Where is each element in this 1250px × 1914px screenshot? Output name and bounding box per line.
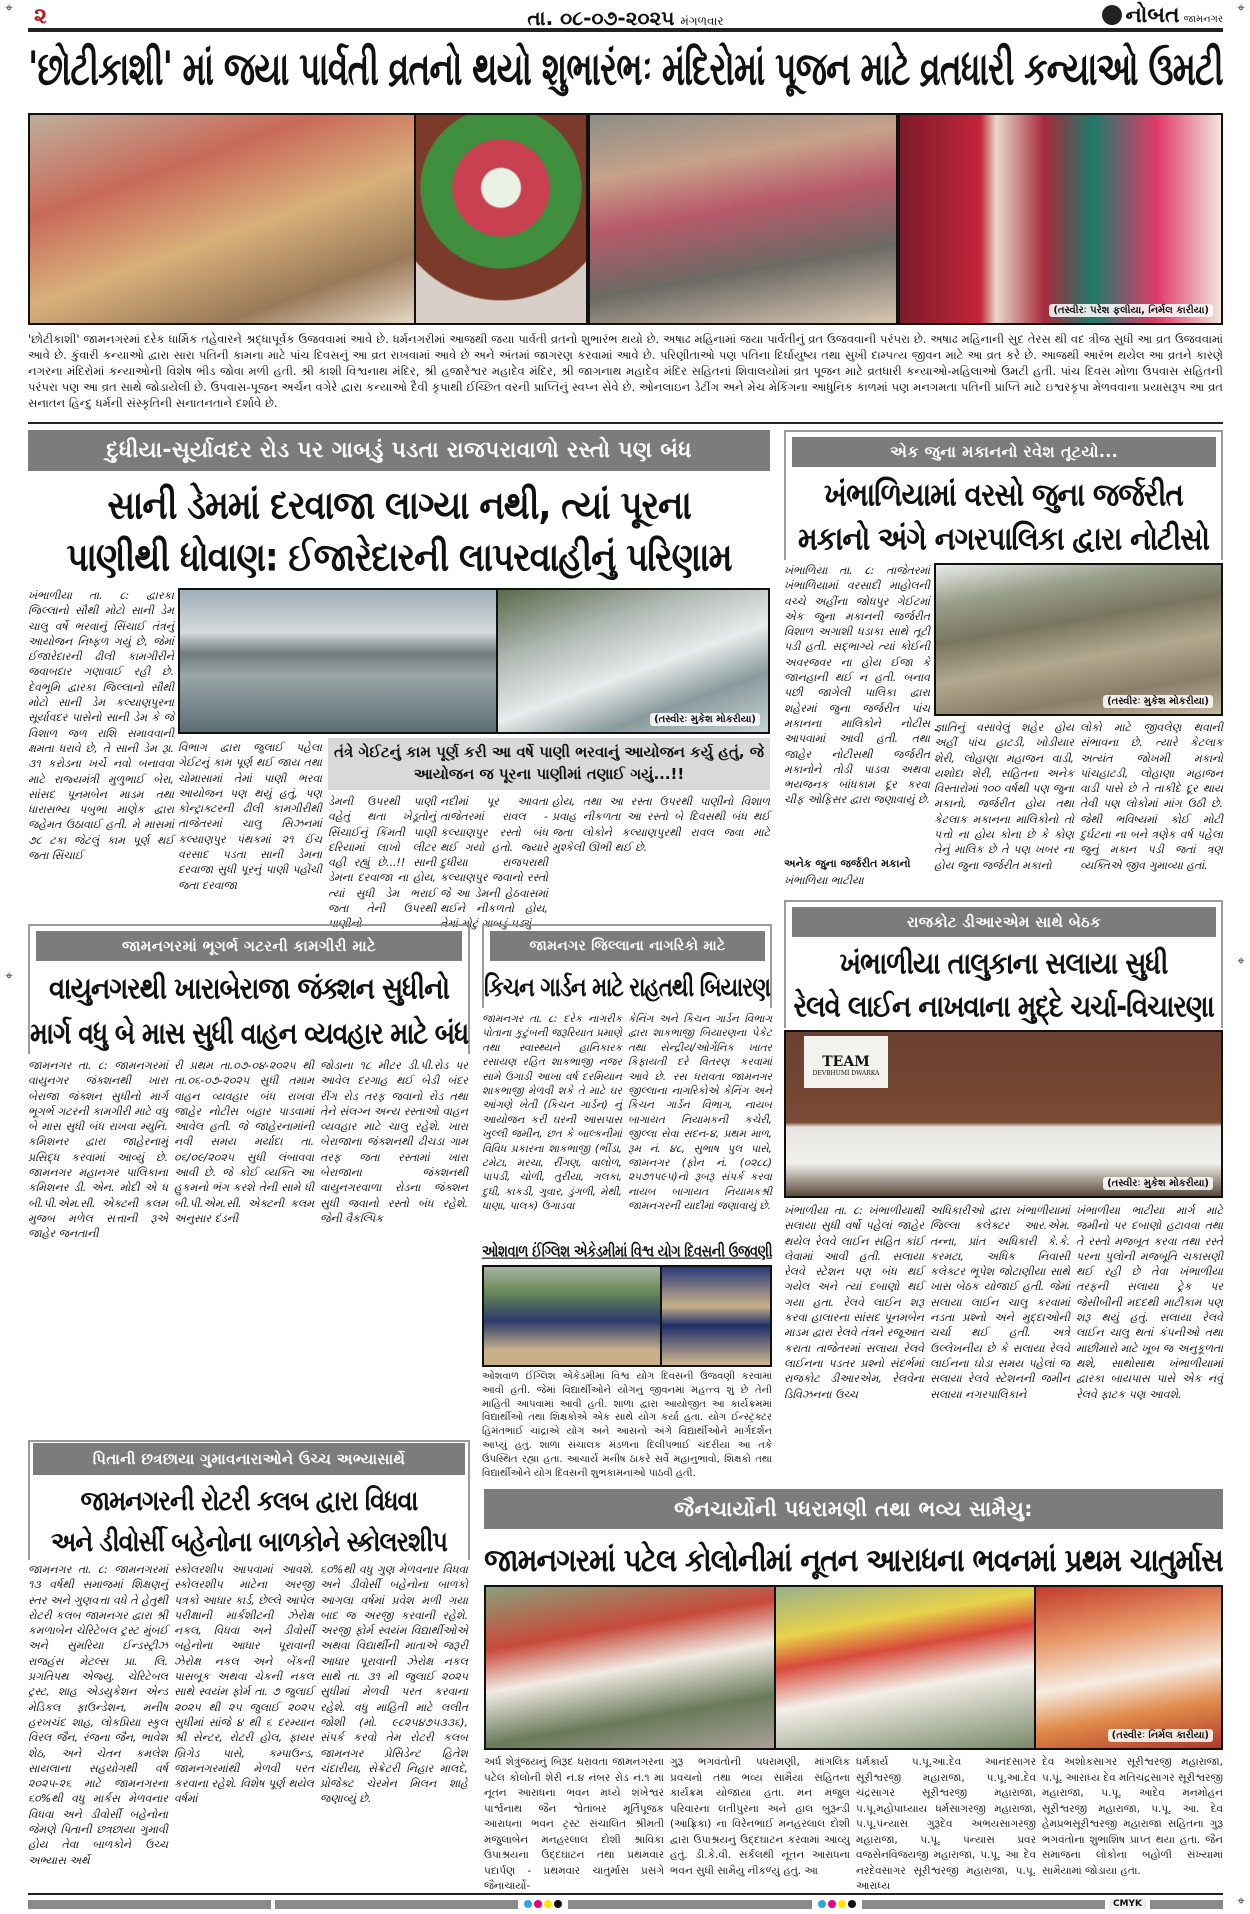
jain-photo-2	[774, 1585, 1036, 1750]
jain-photo-1	[484, 1585, 776, 1750]
dam-col1: ખંભાળીયા તા. ૮: દ્વારકા જિલ્લાનો સૌથી મોટો સાની ડેમ ચાલુ વર્ષે ભરવાનું સિંચાઈ તંત્રનું આયોજન નિષ્ફળ ગયું છે, જેમાં ઈજારેદારની ઢીલી કામગીરીને જવાબદાર ગણાવાઈ રહી છે. દેવભૂમિ દ્વારકા જિલ્લાનો સૌથી મોટો સાની ડેમ કલ્યાણપુરના સૂર્યાવદર પાસેનો સાની ડેમ કે જે વિશાળ જળ રાશિ સમાવવાની ક્ષમતા ધરાવે છે, તે સાની ડેમ રૂા. ૩૧ કરોડના ખર્ચે નવો બનાવવા માટે રાજ્યમંત્રી મુળુભાઈ બેરા, સાંસદ પૂનમબેન માડમ તથા ધારાસભ્ય પબુભા માણેક દ્વારા જહેમત ઉઠાવાઈ હતી. મે માસમાં ૭૮ ટકા જેટલું કામ પૂર્ણ થઈ જતા સિંચાઈ	[28, 589, 174, 863]
drainage-col1: જામનગર તા. ૮: જામનગરમાં વાયુનગર જંક્શનથી ખારા બેરાજા જંક્શન સુધીનો માર્ગ ભૂગર્ભ ગટરની કામગીરી માટે વધુ બે માસ સુધી બંધ રાખવા મ્યુનિ. કમિશનર દ્વારા જાહેરનામું પ્રસિદ્ધ કરવામાં આવ્યું છે. જામનગર મહાનગર પાલિકાના કમિશનર ડી. એન. મોદી એ ધ બી.પી.એમ.સી. એક્ટની કલમ મુજબ મળેલ સત્તાની રૂએ જાહેર જનતાની	[28, 1059, 168, 1241]
railway-col3: ખંભાળીયા ભાટીયા માર્ગ માટે જમીનો પર દબાણો હટાવવા તથા તે રસ્તો મજબૂત કરવા તથા રસ્તે પરના પુલોની મજબૂતિ ચકાસણી થઈ રહી છે તેવા ખંભાળીયા તરફની સલાયા ટ્રેક પર જેસીબીની મદદથી માટીકામ પણ શરૂ થયું હતું. સલાયા રેલવે લાઈન ચાલુ થતાં કંપનીઓ તથા માછીમારો માટે ખૂબ જ અનુકૂળતા થશે, સાથોસાથ ખંભાળીયામાં દ્વારકા બાયપાસ પાસે એક નવું રેલવે ફાટક પણ આવશે.	[1076, 1204, 1223, 1401]
khambhaliya-col2: જ્ઞાતિનું વસાવેલું શહેર હોય અહીં પાંચ હાટડી, ખોડીયાર શેરી, લોહાણા મહાજન વાડી, યશોદા શેરી, સહિતના અનેક વિસ્તારોમાં ૧૦૦ વર્ષથી પણ જુના મકાનો, જર્જરીત હોય તથા કેટલાક મકાનના માલિકોનો તો પત્તો ના હોય કોના છે કે કોણ તેનું માલિક છે તે પણ ખબર ના હોય જુના જર્જરીત મકાનો	[934, 721, 1074, 872]
railway-headline-line2: રેલવે લાઈન નાખવાના મુદ્દે ચર્ચા-વિચારણા	[793, 989, 1214, 1025]
dam-col4: નદીમાં પૂર આવતા તાજેતરમાં રાવલ - કલ્યાણપુર રસ્તો બંધ થઈ ગયો હતો. જ્યારે દુધીયા રાજપરાથી કલ્યાણપુર જવાનો રસ્તો જે આ ડેમની હેઠવાસમાં થઈને નીકળતો હોય, તેમાં મોટું ગાબડું પડ્યું	[440, 795, 548, 931]
dam-col5: હોય, તથા આ રસ્તા ઉપરથી પાણીનો વિશાળ પ્રવાહ નીકળતા આ રસ્તો બે દિવસથી બંધ થઈ જતા લોકોને કલ્યાણપુરથી રાવલ જવા માટે મુશ્કેલી ઊભી થઈ છે.	[552, 795, 770, 854]
registration-mark-icon: ⌖	[5, 969, 13, 984]
dam-subhead: તંત્રે ગેઈટનું કામ પૂર્ણ કરી આ વર્ષે પાણી ભરવાનું આયોજન કર્યુ હતું, જે આયોજન જ પૂરના પાણીમાં તણાઈ ગયું...!!	[328, 738, 770, 790]
seeds-kicker: જામનગર જિલ્લાના નાગરિકો માટે	[490, 931, 765, 961]
registration-mark-icon: ⌖	[1237, 1, 1245, 16]
khambhaliya-col1-tail: ખંભાળિયા ભાટીયા	[784, 874, 864, 887]
jain-headline: જામનગરમાં પટેલ કોલોનીમાં નૂતન આરાધના ભવનમાં પ્રથમ ચાતુર્માસ	[484, 1541, 1223, 1580]
railway-col2: અધિકારીઓ દ્વારા ખંભાળીયામાં જિલ્લા કલેક્ટર આર.એમ. તન્ના, પ્રાંત અધિકારી કે.કે. કરમટા, અધિક નિવાસી કલેક્ટર ભૂપેશ જોટાણીયા સાથે ખાસ બેઠક યોજાઈ હતી. જેમાં સલાયા લાઈન ચાલુ કરવામાં નડતા પ્રશ્નો અને મુદ્દાઓની ચર્ચા થઈ હતી. અત્રે ઉલ્લેખનીય છે કે સલાયા રેલવે લાઈનના ઘોડા સમય પહેલાં જ સલાયા રેલવે સ્ટેશનની જમીન સલાયા નગરપાલિકાને	[930, 1204, 1070, 1401]
khambhaliya-kicker: એક જુના મકાનનો રવેશ તૂટયો...	[792, 437, 1216, 467]
photo-credit: (તસ્વીરઃ મુકેશ મોકરીયા)	[1103, 695, 1213, 708]
drainage-headline-line1: વાયુનગરથી ખારાબેરાજા જંક્શન સુધીનો	[49, 972, 449, 1007]
bar-segment	[28, 1900, 271, 1909]
bar-segment	[1150, 1900, 1223, 1909]
dam-col2: વિભાગ દ્વારા જુલાઈ પહેલા ગેઈટનું કામ પૂર્ણ થઈ જાય તથા ચોમાસામાં તેમાં પાણી ભરવા આયોજન પણ થયું હતું, પણ કોન્ટ્રાક્ટરની ઢીલી કામગીરીથી તાજેતરમાં ચાલુ સિઝનમાં કલ્યાણપુર પંથકમાં ૨૧ ઈંચ વરસાદ પડતા સાની ડેમના દરવાજા સુધી પૂરનું પાણી પહોંચી જતા દરવાજા	[178, 741, 322, 892]
issue-date	[28, 6, 1223, 30]
color-swatch	[816, 1900, 858, 1908]
khambhaliya-photo	[934, 563, 1223, 716]
logo-city: જામનગર	[1183, 14, 1223, 25]
newspaper-logo	[1102, 2, 1224, 28]
team-sign-title: TEAM	[822, 1054, 870, 1070]
yoga-headline: ઓશવાળ ઈંગ્લિશ એકેડમીમાં વિશ્વ યોગ દિવસની ઉજવણી	[482, 1242, 773, 1261]
rotary-col3: ૬૦%થી વધુ ગુણ મેળવનાર વિધવા અને ડીવોર્સી બહેનોના બાળકો આગલા વર્ષમાં પ્રવેશ મળી ગયા બાદ જ અરજી કરવાની રહેશે. અરજી ફોર્મ સ્વયંમ વિદ્યાર્થીઓએ અથવા વિદ્યાર્થીની માતાએ જરૂરી આધાર પૂરાવાની ઝેરોક્ષ નકલ સાથે તા. ૩૧ મી જુલાઈ ૨૦૨૫ સુધીમાં મેળવી પરત કરવાના રહેશે. વધુ માહિતી માટે લલીત જોશી (મો. ૯૮૨૫૪૭૫૩૩૬), સંપર્ક કરવો તેમ રોટરી કલબ જામનગર પ્રેસિડેન્ટ હિતેશ ચંદારીયા, સેક્રેટરી નિહાર માલદે, પ્રોજેક્ટ ચેરમેન મિલન શાહે જણાવ્યું છે.	[320, 1563, 468, 1806]
drainage-col3: જોડાના ૧૮ મીટર ડી.પી.રોડ પર આવેલ દરગાહ થઈ બેડી બંદર રીંગ રોડ તરફ જવાનો રોડ તથા તેને સંલગ્ન અન્ય રસ્તાઓ વાહન વ્યવહાર માટે ચાલુ રહેશે. ખારા બેરાજાના જંક્શનથી ઢીચડા ગામ તરફ જતા રસ્તામાં ખારા બેરાજાના જંક્શનથી વાયુનગરવાળા રોડના જંક્શન સુધી જવાનો રસ્તો બંધ રહેશે. જેની વૈકલ્પિક	[320, 1059, 468, 1225]
yoga-photo-1	[482, 1265, 662, 1367]
logo-text: નોબત	[1125, 3, 1180, 28]
dam-col3: ડેમની ઉપરથી પાણી વહેતું થતા ખેડૂતોનું સિંચાઈનું કિંમતી પાણી દરિયામાં લાખો લીટર વહી રહ્યું છે...!! સાની ડેમના દરવાજા ના હોય, ત્યાં સુધી ડેમ ભરાઈ જતા તેની ઉપરથી પાણીનો	[328, 795, 436, 931]
seeds-headline: કિચન ગાર્ડન માટે રાહતથી બિયારણ	[484, 973, 770, 1004]
rotary-headline-line2: અને ડીવોર્સી બહેનોના બાળકોને સ્કોલરશીપ	[51, 1525, 447, 1559]
team-sign	[804, 1036, 888, 1088]
dam-headline-line1: સાની ડેમમાં દરવાજા લાગ્યા નથી, ત્યાં પૂરના	[107, 482, 691, 529]
photo-credit: (તસ્વીરઃ મુકેશ મોકરીયા)	[650, 713, 760, 726]
drainage-headline	[30, 964, 468, 1054]
jain-col2: ગુરૂ ભગવંતોની પધરામણી, માંગલિક પ્રવચનો તથા ભવ્ય સામૈયા સહિતના કાર્યક્રમ યોજાયા હતા. મન મંજુલ પરિવારના લતીપુરના અને હાલ બુરૂન્ડી (આફ્રિકા) ના વિરેનભાઈ મનહરલાલ દોશી દ્વારા ઉપાશ્રયનું ઉદ્દઘાટન કરવામાં આવ્યુ હતું. ડી.કે.વી. સર્કલથી નૂતન આરાધના ભવન સુધી સામૈયુ નીકળ્યું હતું. આ	[670, 1756, 850, 1877]
drainage-headline-line2: માર્ગ વધુ બે માસ સુધી વાહન વ્યવહાર માટે બંધ	[30, 1017, 469, 1052]
team-sign-subtitle: DEVBHUMI DWARKA	[812, 1070, 880, 1077]
print-color-bar	[28, 1899, 1223, 1909]
jain-col1: અર્ધ શેત્રુંજયનું બિરૂદ ધરાવતા જામનગરના પટેલ કોલોની શેરી નં.૪ નંબર રોડ નં.૧ માં નૂતન આરાધના ભવન મધ્યે શંખેશ્વર પાર્શ્વનાથ જૈન શ્વેતાંબર મૂર્તિપૂજક આરાધના ભવન ટ્રસ્ટ સંચાલિત શ્રીમતી મંજુલાબેન મનહરલાલ દોશી શ્રાવિકા ઉપાશ્રયના ઉદ્દઘાટન તથા પ્રથમવાર પદાર્પણ - પ્રથમવાર ચાતુર્માસ પ્રસંગે જૈનાચાર્યો-	[484, 1756, 664, 1892]
lead-photo-2	[414, 113, 588, 325]
dam-kicker: દુધીયા-સૂર્યાવદર રોડ પર ગાબડું પડતા રાજપરાવાળો રસ્તો પણ બંધ	[28, 430, 770, 471]
weekday: મંગળવાર	[680, 14, 724, 28]
khambhaliya-headline	[786, 470, 1221, 558]
railway-headline-line1: ખંભાળીયા તાલુકાના સલાયા સુધી	[839, 946, 1168, 982]
railway-photo	[784, 1030, 1223, 1198]
lead-photo-1	[28, 113, 416, 325]
jain-col4: દેવ અશોકસાગર સૂરીશ્વરજી મહારાજા, પ.પૂ. આરાધ્ય દેવ મતિચંદ્રસાગર સૂરીશ્વરજી મહારાજા, પ.પૂ. આદેવ મનમોહન સૂરીશ્વરજી મહારાજા, પ.પૂ. આ. દેવ હેમપ્રભસૂરીશ્વરજી મહારાજા સહિતના ગુરૂ ભગવંતોના શુભાશિષ પ્રાપ્ત થયા હતા. જૈન સમાજના લોકોના બહોળી સંખ્યામાં સામૈયામાં જોડાયા હતા.	[1042, 1756, 1223, 1877]
masthead	[28, 0, 1223, 32]
dam-photo-1	[178, 588, 498, 734]
divider	[28, 422, 1223, 424]
khambhaliya-col1: ખંભાળિયા તા. ૮: તાજેતરમાં ખંભાળિયામાં વરસાદી માહોલની વચ્ચે અહીંના જોધપુર ગેઈટમાં એક જુના મકાનની જર્જરીત વિશાળ અગાશી ધડાકા સાથે તૂટી પડી હતી. સદ્ભાગ્યે ત્યાં કોઈની અવરજવર ના હોય ઈજા કે જાનહાની થઈ ન હતી. બનાવ પછી જાગેલી પાલિકા દ્વારા શહેરમાં જુના જર્જરીત પાંચ મકાનના માલિકોને નોટીસ આપવામાં આવી હતી. તથા જાહેર નોટીસથી જર્જરીત મકાનોને તોડી પાડવા અથવા ભયજનક બાંધકામ દૂર કરવા ચીફ ઓફિસર દ્વારા જણાવાયું છે.	[784, 564, 930, 807]
divider	[28, 1893, 1223, 1895]
railway-headline	[786, 940, 1221, 1026]
rotary-col2: સ્કોલરશીપ આપવામાં આવશે. સ્કોલરશીપ માટેના અરજી પત્રકો આધાર કાર્ડ, છેલ્લે આપેલ પરીક્ષાની માર્કશીટની ઝેરોક્ષ નકલ, વિધવા અને ડીવોર્સી બહેનોના આધાર પૂરાવાની ઝેરોક્ષ નકલ અને બેંકની પાસબૂક અથવા ચેકની નકલ સાથે સ્વયંમ ફોર્મ તા. ૭ જુલાઈ ૨૦૨૫ થી ૨૫ જુલાઈ ૨૦૨૫ સુધીમાં સાંજે ૪ થી ૬ દરમ્યાન શ્રી સેન્ટર, રોટરી હોલ, ફાયર બ્રિગેડ પાસે, કમ્પાઉન્ડ, જામનગરમાંથી મેળવી પરત કરવાના રહેશે. વિશેષ પૂર્ણ થયેલ વર્ષમાં	[174, 1563, 314, 1806]
yoga-body: ઓશવાળ ઈંગ્લિશ એકેડમીમાં વિશ્વ યોગ દિવસની ઉજવણી કરવામાં આવી હતી. જેમાં વિદ્યાર્થીઓને યોગનું જીવનમાં મહત્ત્વ શું છે તેની માહિતી આપવામાં આવી હતી. શાળા દ્વારા આયોજીત આ કાર્યક્રમમાં વિદ્યાર્થીઓ તથા શિક્ષકોએ એક સાથે યોગ કર્યા હતા. યોગ ઈન્સ્ટ્રક્ટર હિમંતભાઈ ચાંદ્રાએ યોગ અને આસનો અંગે વિદ્યાર્થીઓને માર્ગદર્શન આપ્યું હતું. શાળા સંચાલક મંડળના દિલીપભાઈ ચંદરીયા આ તકે ઉપસ્થિત રહ્યા હતા. આચાર્ય મનીષ ઠાકરે સર્વે મહાનુભાવો, શિક્ષકો તથા વિદ્યાર્થીઓને યોગ દિવસની શુભકામનાઓ પાઠવી હતી.	[482, 1371, 772, 1479]
drainage-kicker: જામનગરમાં ભૂગર્ભ ગટરની કામગીરી માટે	[36, 931, 462, 961]
seeds-col2: કેનિંગ અને કિચન ગાર્ડન વિભાગ દ્વારા શાકભાજી બિયારણના પેકેટ તથા સેન્દ્રીય/ઓર્ગેનિક ખાતર કિફાયતી દરે વિતરણ કરવામાં આવે છે. રસ ધરાવતા જામનગર જીલ્લાના નાગરિકોએ કેનિંગ અને કિચન ગાર્ડન વિભાગ, નાયબ બાગાયત નિયામકની કચેરી, જીલ્લા સેવા સદન-૪, પ્રથમ માળ, રૂમ નં. ૪૮, સુભાષ પુલ પાસે, જામનગર (ફોન નં. (૦૨૮૮) ૨૫૭૧૫૯૫)નો રૂબરૂ સંપર્ક કરવા નાયબ બાગાયત નિયામકશ્રી જામનગરની યાદીમાં જણાવાયું છે.	[628, 1013, 772, 1213]
drum-logo-icon	[1102, 5, 1122, 25]
yoga-headline-wrap	[482, 1238, 772, 1262]
khambhaliya-col3: લોકો માટે જીવલેણ થવાની સંભાવના છે. ત્યારે કેટલાક અત્યંત જોખમી મકાનો પાંચહાટડી, લોહાણા મહાજન વાડી પાસે છે તે તાકીદે દૂર થાય તેવી પણ લોકોમાં માંગ ઉઠી છે. જેથી ભવિષ્યમાં કોઈ મોટી દુર્ઘટના ના બને ત્રણેક વર્ષ પહેલા જુનું મકાન પડી જતાં ત્રણ વ્યક્તિએ જીવ ગુમાવ્યા હતાં.	[1080, 721, 1223, 872]
lead-photo-4	[898, 113, 1223, 325]
khambhaliya-headline-line2: મકાનો અંગે નગરપાલિકા દ્વારા નોટીસો	[798, 519, 1209, 558]
registration-mark-icon: ⌖	[5, 1, 13, 16]
page-number: ૨	[34, 4, 47, 29]
jain-headline-wrap	[484, 1532, 1223, 1582]
lead-headline-wrap	[28, 42, 1223, 108]
seeds-col1: જામનગર તા. ૮: દરેક નાગરીક પોતાના કુટુંબની જરૂરિયાત પ્રમાણે તથા સ્વાસ્થ્યને હાનિકારક રસાયણ રહિત શાકભાજી નજર સામે ઉગાડી આખા વર્ષ દરમિયાન શાકભાજી મેળવી શકે તે માટે ઘર આંગણે ખેતી (કિચન ગાર્ડન) નું આયોજન કરી ઘરની આસપાસ ખુલ્લી જમીન, છત કે બાલ્કનીમાં વિવિધ પ્રકારના શાકભાજી (ભીંડા, ટમેટા, મરચા, રીંગણ, વાલોળ, પાપડી, ચોળી, તુરીયા, ગલકા, દુધી, કાકડી, ગુવાર, ડુંગળી, મેથી, ધાણા, પાલક) ઉગાડવા	[482, 1013, 622, 1213]
railway-col1: ખંભાળીયા તા. ૮: ખંભાળીયાથી સલાયા સુધી વર્ષો પહેલાં જાહેર થયેલ રેલવે લાઈન સહિત કાંઈ લેવામાં આવી હતી. સલાયા રેલવે સ્ટેશન પણ બંધ થઈ ગયેલ અને ત્યાં દબાણો થઈ ગયા હતા. રેલવે લાઈન શરૂ કરવા હાલારના સાંસદ પૂનમબેન માડમ દ્વારા રેલવે તંત્રને રજૂઆત કરાતા તાજેતરમાં સલાયા રેલવે લાઈનના પડતર પ્રશ્નો સંદર્ભમાં રાજકોટ ડીઆરએમ, રેલવેના ડિવિઝનના ઉચ્ચ	[784, 1204, 924, 1401]
lead-photo-3	[588, 113, 898, 325]
jain-col3: ધર્મકાર્ય પ.પૂ.આ.દેવ આનંદસાગર સૂરીશ્વરજી મહારાજા, પ.પૂ.આ.દેવ ચંદ્રસાગર સૂરીશ્વરજી મહારાજા, પ.પૂ.મહોપાધ્યાય ધર્મસાગરજી મહારાજા, પ.પૂ.પંન્યાસ ગુરૂદેવ અભયસાગરજી મહારાજા, પ.પૂ. પંન્યાસ પ્રવર વજસેનવિજયજી મહારાજા, પ.પૂ. આ દેવ નરદેવસાગર સૂરીશ્વરજી મહારાજા, પ.પૂ. આરાધ્ય	[856, 1756, 1036, 1892]
lead-body: 'છોટીકાશી' જામનગરમાં દરેક ધાર્મિક તહેવારને શ્રદ્ધાપૂર્વક ઉજવવામાં આવે છે. ધર્મનગરીમાં આજથી જયા પાર્વતી વ્રતનો શુભારંભ થયો છે. અષાઢ મહિનામાં જયા પાર્વતીનું વ્રત ઉજવવાની પરંપરા છે. અષાઢ મહિનાની સુદ તેરસ થી વદ ત્રીજ સુધી આ વ્રત ઉજવવામાં આવે છે. કુંવારી કન્યાઓ દ્વારા સારા પતિની કામના માટે પાંચ દિવસનું આ વ્રત રાખવામાં આવે છે અને અંતમાં જાગરણ કરવામાં આવે છે. પરિણીતાઓ પણ પતિના દિર્ઘાયુષ્ય તથા સુખી દામ્પત્ય જીવન માટે આ વ્રત કરે છે. આજથી આરંભ થયેલ આ વ્રતને કારણે નગરના મંદિરોમાં કન્યાઓની વિશેષ ભીડ જોવા મળી હતી. શ્રી કાશી વિશ્વનાથ મંદિર, શ્રી હજારેશ્વર મહાદેવ મંદિર, શ્રી જાગનાથ મહાદેવ મંદિર સહિતનાં શિવાલયોમાં વ્રત પૂજન માટે વ્રતધારી કન્યાઓ-મહિલાઓ ઉમટી હતી. પાંચ દિવસ મોળા ઉપવાસ સહિતની પરંપરા પણ આ વ્રત સાથે જોડાયેલી છે. ઉપવાસ-પૂજન અર્ચન વગેરે દ્વારા કન્યાઓ દૈવી કૃપાથી ઈચ્છિત વરની પ્રાપ્તિનું સ્વપ્ન સેવે છે. ઓનલાઇન ડેટીંગ અને મેચ મેકિંગના આધુનિક કાળમાં પણ મનગમતા પતિની પ્રાપ્તિ માટે ઇશ્વરકૃપા મેળવવાના પ્રયાસરૂપ આ વ્રત સનાતન હિન્દુ ધર્મની સંસ્કૃતિની સનાતનતાને દર્શાવે છે.	[28, 332, 1223, 410]
color-swatch	[522, 1900, 564, 1908]
registration-mark-icon: ⌖	[1237, 954, 1245, 969]
jain-photo-3	[1034, 1585, 1223, 1750]
jain-kicker: જૈનચાર્યોની પધરામણી તથા ભવ્ય સામૈયુ:	[484, 1489, 1223, 1529]
drainage-col2: રી પ્રથમ તા.૦૭-૦૪-૨૦૨૫ થી તા.૦૬-૦૭-૨૦૨૫ સુધી તમામ વાહન વ્યવહાર બંધ રાખવા જાહેર નોટીસ બહાર પાડવામાં આવેલ હતી. જે જાહેરનામાંની નવી સમય મર્યાદા તા. ૦૬/૦૯/૨૦૨૫ સુધી લંબાવવા આવી છે. જે કોઈ વ્યક્તિ આ હુકમનો ભંગ કરશે તેની સામે ધી બી.પી.એમ.સી. એક્ટની કલમ અનુસાર દંડની	[174, 1059, 314, 1225]
seeds-headline-wrap	[484, 964, 770, 1006]
bar-segment	[275, 1900, 518, 1909]
registration-mark-icon: ⌖	[1237, 1894, 1245, 1909]
railway-kicker: રાજકોટ ડીઆરએમ સાથે બેઠક	[792, 907, 1216, 937]
khambhaliya-caption: અનેક જુના જર્જરીત મકાનો	[784, 857, 911, 870]
date-text: તા. ૦૮-૦૭-૨૦૨૫	[527, 6, 675, 30]
dam-photo-2	[496, 588, 770, 734]
cmyk-label: CMYK	[1109, 1899, 1146, 1909]
rotary-col1: જામનગર તા. ૮: જામનગરમાં ૧૩ વર્ષથી સમાજમાં શિક્ષણનું સ્તર અને ગુણવત્તા વધે તે હેતુથી રોટરી કલબ જામનગર દ્વારા શ્રી કમળાબેન ચેરિટેબલ ટ્રસ્ટ મુંબઈ અને સુમરિયા ઈન્ડસ્ટ્રીઝ રાજહંસ મેટલ્સ પ્રા. લિ. પ્રગતિપથ એજ્યુ. ચેરિટેબલ ટ્રસ્ટ, શાહ એડયુકેશન એન્ડ મેડિકલ ફાઉન્ડેશન, મનીષ હરખચંદ શાહ, લોકપ્રિયા સ્કુલ વિરલ જૈન, રંજના જૈન, ભાવેશ શેઠ, અને ચેતન કમલેશ સાયલાના સહયોગથી વર્ષ ૨૦૨૫-૨૬ માટે જામનગરના ૬૦%થી વધુ માર્કસ મેળવનાર વિધવા અને ડીવોર્સી બહેનોના જેમણે પિતાની છત્રછાયા ગુમાવી હોય તેવા બાળકોને ઉચ્ચ અભ્યાસ અર્થે	[28, 1563, 168, 1867]
rotary-headline-line1: જામનગરની રોટરી કલબ દ્વારા વિધવા	[80, 1484, 418, 1518]
khambhaliya-headline-line1: ખંભાળિયામાં વરસો જુના જર્જરીત	[824, 475, 1183, 514]
rotary-kicker: પિતાની છત્રછાયા ગુમાવનારાઓને ઉચ્ચ અભ્યાસાર્થે	[33, 1443, 465, 1475]
yoga-photo-2	[660, 1265, 772, 1367]
bar-segment	[568, 1900, 811, 1909]
dam-headline-line2: પાણીથી ધોવાણ: ઈજારેદારની લાપરવાહીનું પરિણામ	[66, 534, 732, 581]
photo-credit: (તસ્વીરઃ પરેશ ફલીયા, નિર્મલ કારીયા)	[1049, 304, 1213, 317]
rotary-headline	[30, 1478, 468, 1560]
lead-headline: 'છોટીકાશી' માં જયા પાર્વતી વ્રતનો થયો શુભારંભઃ મંદિરોમાં પૂજન માટે વ્રતધારી કન્યાઓ ઉમટી	[28, 43, 1223, 97]
photo-credit: (તસ્વીરઃ નિર્મલ કારીયા)	[1108, 1729, 1213, 1742]
photo-credit: (તસ્વીરઃ મુકેશ મોકરીયા)	[1103, 1177, 1213, 1190]
dam-headline	[28, 476, 770, 584]
bar-segment	[862, 1900, 1105, 1909]
